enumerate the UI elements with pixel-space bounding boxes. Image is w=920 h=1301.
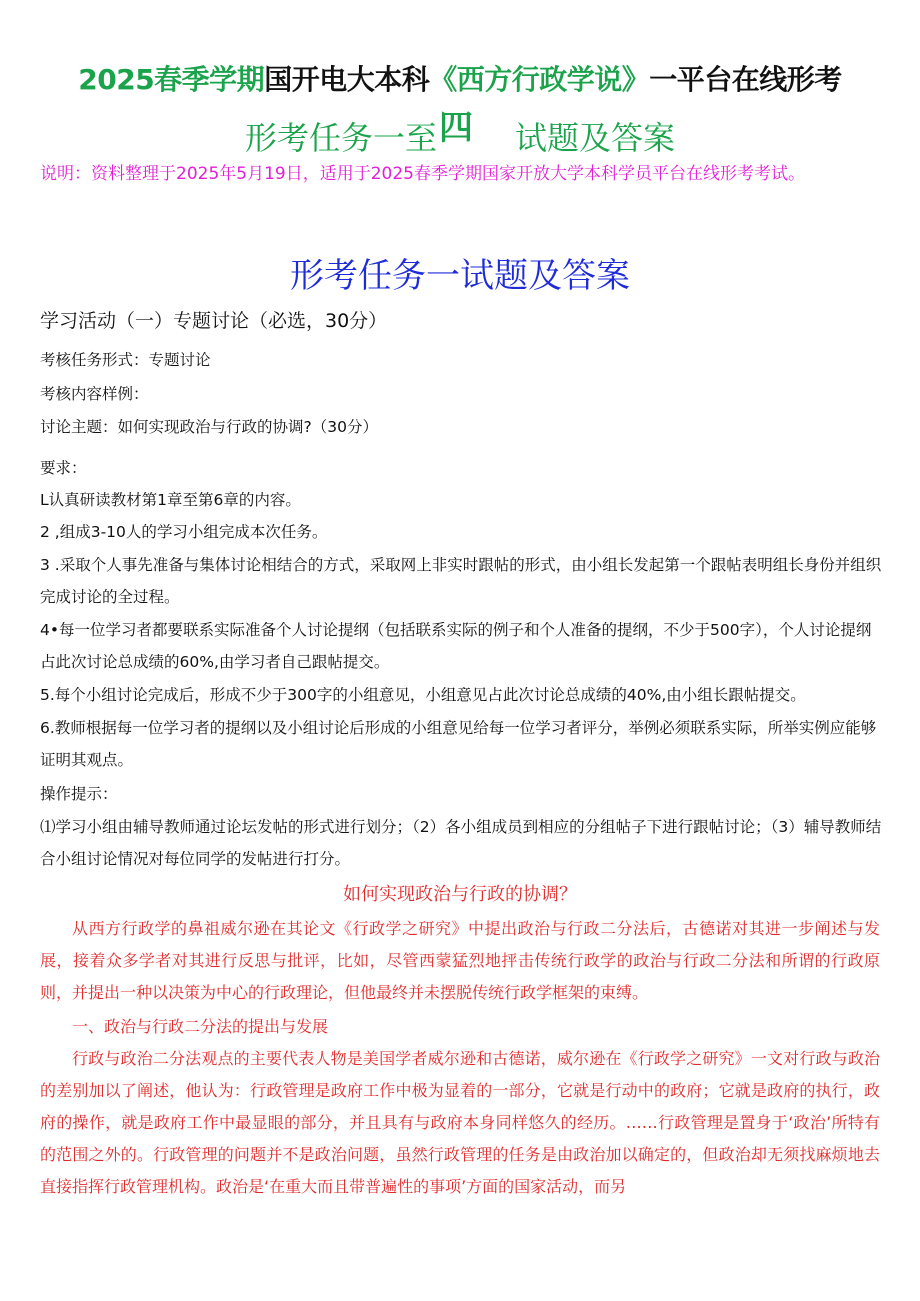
requirement-item: 5.每个小组讨论完成后，形成不少于300字的小组意见，小组意见占此次讨论总成绩的40%,由小组长跟帖提交。 — [40, 686, 806, 704]
requirement-item: 3 .采取个人事先准备与集体讨论相结合的方式，采取网上非实时跟帖的形式，由小组长发起第一个跟帖表明组长身份并组织完成讨论的全过程。 — [40, 556, 882, 606]
task-form-line: 考核任务形式：专题讨论 — [40, 351, 211, 369]
answer-title: 如何实现政治与行政的协调？ — [343, 884, 577, 905]
content-sample-line: 考核内容样例： — [40, 385, 149, 403]
answer-paragraph: 行政与政治二分法观点的主要代表人物是美国学者威尔逊和古德诺，威尔逊在《行政学之研究》一文对行政与政治的差别加以了阐述，他认为：行政管理是政府工作中极为显着的一部分，它就是行动中的政府；它就是政府的执行，政府的操作，就是政府工作中最显眼的部分，并且具有与政府本身同样悠久的经历。……行政管理是置身于‘政治’所特有的范围之外的。行政管理的问题并不是政治问题，虽然行政管理的任务是由政治加以确定的，但政治却无须找麻烦地去直接指挥行政管理机构。政治是‘在重大而且带普遍性的事项’方面的国家活动，而另 — [40, 1049, 880, 1196]
requirements-label: 要求： — [40, 459, 87, 477]
title2-big-char: 四 — [439, 108, 473, 148]
title-platform: 一平台在线形考 — [649, 63, 842, 96]
activity-title: 学习活动（一）专题讨论（必选，30分） — [40, 310, 388, 332]
answer-paragraph: 从西方行政学的鼻祖威尔逊在其论文《行政学之研究》中提出政治与行政二分法后，古德诺对其进一步阐述与发展，接着众多学者对其进行反思与批评，比如，尽管西蒙猛烈地抨击传统行政学的政治与行政二分法和所谓的行政原则，并提出一种以决策为中心的行政理论，但他最终并未摆脱传统行政学框架的束缚。 — [40, 919, 880, 1002]
discussion-topic-line: 讨论主题：如何实现政治与行政的协调?（30分） — [40, 418, 378, 436]
operation-tips-label: 操作提示： — [40, 785, 118, 803]
document-title-line1 — [0, 58, 920, 98]
title2-part2: 试题及答案 — [515, 119, 676, 157]
section-title: 形考任务一试题及答案 — [290, 256, 630, 296]
requirement-item: 6.教师根据每一位学习者的提纲以及小组讨论后形成的小组意见给每一位学习者评分，举例必须联系实际，所举实例应能够证明其观点。 — [40, 719, 877, 769]
operation-tips-text: ⑴学习小组由辅导教师通过论坛发帖的形式进行划分；（2）各小组成员到相应的分组帖子下进行跟帖讨论；（3）辅导教师结合小组讨论情况对每位同学的发帖进行打分。 — [40, 818, 882, 868]
requirement-item: 2 ,组成3-10人的学习小组完成本次任务。 — [40, 523, 328, 541]
requirement-item: 4•每一位学习者都要联系实际准备个人讨论提纲（包括联系实际的例子和个人准备的提纲，不少于500字），个人讨论提纲占此次讨论总成绩的60%,由学习者自己跟帖提交。 — [40, 621, 872, 671]
answer-heading: 一、政治与行政二分法的提出与发展 — [72, 1017, 329, 1036]
document-title-line2 — [0, 110, 920, 159]
title-semester: 2025春季学期 — [78, 63, 265, 96]
title-course: 《西方行政学说》 — [429, 63, 650, 96]
title-university: 国开电大本科 — [264, 63, 430, 96]
title2-part1: 形考任务一至 — [244, 119, 437, 157]
requirement-item: L认真研读教材第1章至第6章的内容。 — [40, 491, 301, 509]
description-note: 说明：资料整理于2025年5月19日，适用于2025春季学期国家开放大学本科学员平台在线形考考试。 — [40, 164, 805, 184]
